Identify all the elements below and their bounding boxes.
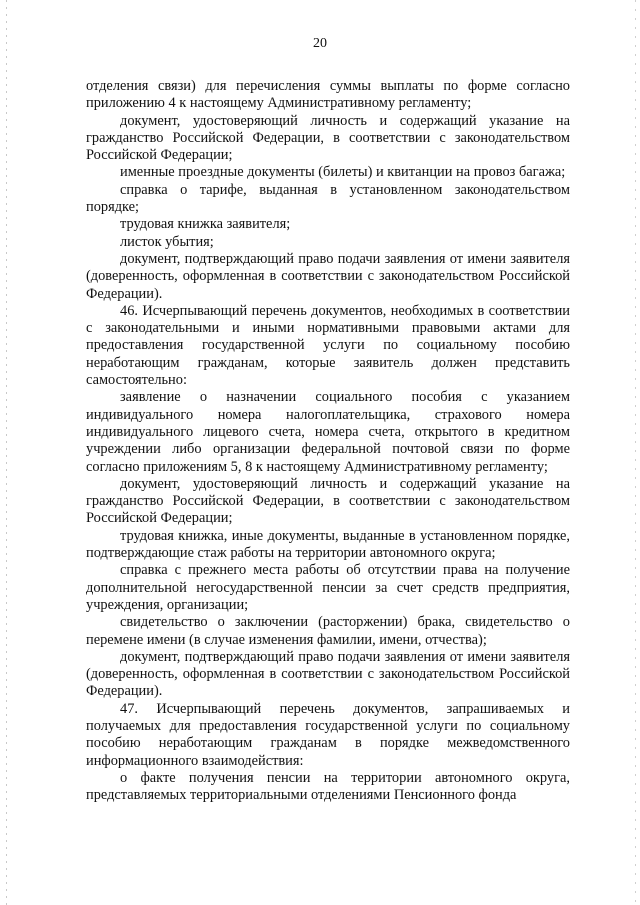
paragraph: документ, удостоверяющий личность и содержащий указание на гражданство Российской Федерации, в соответствии с законодательством Российской Федерации; [86, 112, 570, 164]
paragraph: документ, удостоверяющий личность и содержащий указание на гражданство Российской Федерации, в соответствии с законодательством Российской Федерации; [86, 475, 570, 527]
scan-edge-left [6, 0, 7, 905]
paragraph: документ, подтверждающий право подачи заявления от имени заявителя (доверенность, оформленная в соответствии с законодательством Российской Федерации). [86, 648, 570, 700]
paragraph: именные проездные документы (билеты) и квитанции на провоз багажа; [120, 164, 566, 181]
paragraph: справка с прежнего места работы об отсутствии права на получение дополнительной негосударственной пенсии за счет средств предприятия, учреждения, организации; [86, 562, 570, 613]
paragraph: трудовая книжка заявителя; [120, 216, 291, 233]
paragraph: свидетельство о заключении (расторжении) брака, свидетельство о перемене имени (в случае изменения фамилии, имени, отчества); [86, 614, 570, 648]
paragraph: справка о тарифе, выданная в установленном законодательством порядке; [86, 181, 570, 216]
page-number: 20 [313, 36, 327, 51]
paragraph: листок убытия; [120, 233, 214, 250]
clause-46: 46. Исчерпывающий перечень документов, необходимых в соответствии с законодательными и иными нормативными правовыми актами для предоставления государственной услуги по социальному пособию неработающим гражданам, которые заявитель должен представить самостоятельно: [86, 302, 570, 389]
document-body [86, 78, 570, 804]
paragraph: документ, подтверждающий право подачи заявления от имени заявителя (доверенность, оформленная в соответствии с законодательством Российской Федерации). [86, 250, 570, 302]
clause-47: 47. Исчерпывающий перечень документов, запрашиваемых и получаемых для предоставления государственной услуги по социальному пособию неработающим гражданам в порядке межведомственного информационного взаимодействия: [86, 700, 570, 769]
paragraph: о факте получения пенсии на территории автономного округа, представляемых территориальными отделениями Пенсионного фонда [86, 769, 570, 804]
paragraph-continuation: отделения связи) для перечисления суммы выплаты по форме согласно приложению 4 к настоящему Административному регламенту; [86, 78, 570, 112]
paragraph: трудовая книжка, иные документы, выданные в установленном порядке, подтверждающие стаж работы на территории автономного округа; [86, 527, 570, 562]
paragraph: заявление о назначении социального пособия с указанием индивидуального номера налогоплательщика, страхового номера индивидуального лицевого счета, номера счета, открытого в кредитном учреждении либо организации федеральной почтовой связи по форме согласно приложениям 5, 8 к настоящему Административному регламенту; [86, 389, 570, 475]
scan-edge-right [635, 0, 636, 905]
